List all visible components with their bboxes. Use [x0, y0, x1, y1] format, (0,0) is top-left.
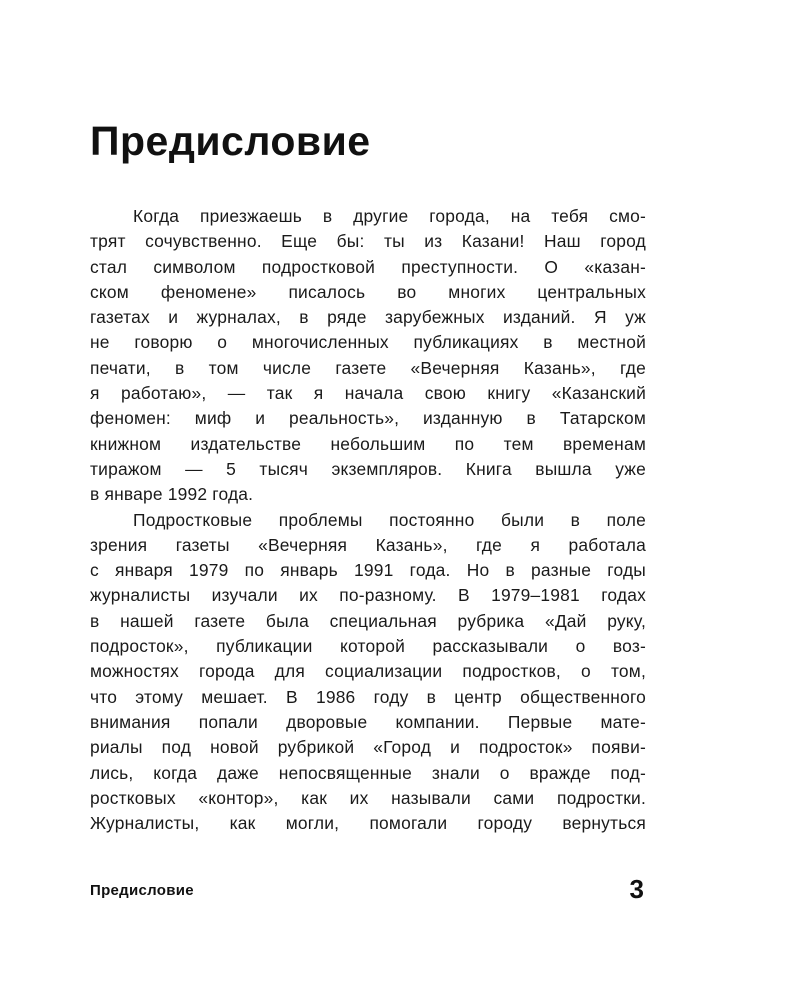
page-title: Предисловие [90, 118, 371, 164]
text-line: риалы под новой рубрикой «Город и подросток» появи- [90, 737, 646, 758]
text-line: книжном издательстве небольшим по тем временам [90, 433, 646, 454]
text-line: феномен: миф и реальность», изданную в Татарском [90, 408, 646, 429]
text-line: газетах и журналах, в ряде зарубежных изданий. Я уж [90, 307, 646, 328]
page-number: 3 [629, 874, 644, 904]
text-line: что этому мешает. В 1986 году в центр общественного [90, 686, 646, 707]
text-line: ростковых «контор», как их называли сами подростки. [90, 787, 646, 808]
text-line: стал символом подростковой преступности. О «казан- [90, 256, 646, 277]
text-line: внимания попали дворовые компании. Первые мате- [90, 711, 646, 732]
paragraph-2 [90, 508, 646, 837]
text-line: зрения газеты «Вечерняя Казань», где я работала [90, 534, 646, 555]
text-line: журналисты изучали их по-разному. В 1979–1981 годах [90, 585, 646, 606]
text-line: я работаю», — так я начала свою книгу «Казанский [90, 383, 646, 404]
text-line: трят сочувственно. Еще бы: ты из Казани! Наш город [90, 231, 646, 252]
text-line: не говорю о многочисленных публикациях в местной [90, 332, 646, 353]
text-line: Подростковые проблемы постоянно были в поле [133, 509, 646, 530]
text-line: в нашей газете была специальная рубрика «Дай руку, [90, 610, 646, 631]
text-line: Журналисты, как могли, помогали городу вернуться [90, 813, 646, 834]
text-line: тиражом — 5 тысяч экземпляров. Книга вышла уже [90, 458, 646, 479]
running-footer-title: Предисловие [90, 882, 194, 899]
text-line: Когда приезжаешь в другие города, на тебя смо- [133, 206, 646, 226]
text-line: ском феномене» писалось во многих центральных [90, 281, 646, 302]
text-line: печати, в том числе газете «Вечерняя Казань», где [90, 357, 646, 378]
text-line: с января 1979 по январь 1991 года. Но в разные годы [90, 560, 646, 581]
body-text [90, 204, 646, 836]
paragraph-1 [90, 204, 646, 508]
text-line: в январе 1992 года. [90, 484, 254, 505]
text-line: лись, когда даже непосвященные знали о вражде под- [90, 762, 646, 783]
text-line: подросток», публикации которой рассказывали о воз- [90, 636, 646, 657]
text-line: можностях города для социализации подростков, о том, [90, 661, 646, 682]
